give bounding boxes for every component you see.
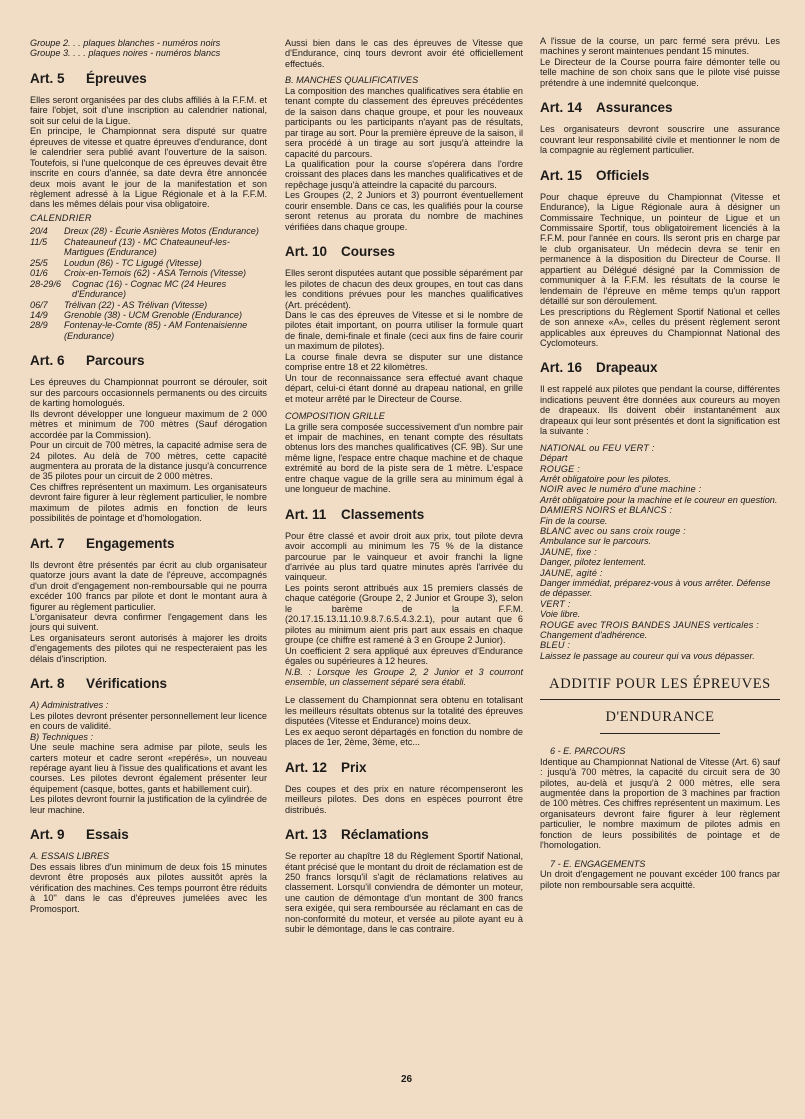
calendar-date: 28-29/6: [30, 278, 61, 289]
paragraph: Les prescriptions du Règlement Sportif National et celles de son annexe «A», celles du présent règlement seront applicables aux épreuves du Championnat National des Cyclomoteurs.: [540, 306, 780, 348]
flag-name: NOIR avec le numéro d'une machine :: [540, 484, 702, 495]
paragraph: Les points seront attribués aux 15 premiers classés de chaque catégorie (Groupe 2, 2 Junior et Groupe 3), selon le barème de la F.F.M. (20.17.15.13.11.10.9.8.7.6.5.4.3.2.1), pour autant que 6 pilotes au minimum aient pris part aux essais en chaque groupe (ce chiffre est ramené à 3 en Groupe 2 Junior).: [285, 582, 523, 646]
flag-name: BLEU :: [540, 640, 571, 651]
article-title: Réclamations: [341, 827, 429, 843]
article-title: Épreuves: [86, 70, 147, 86]
calendar-date: 25/5: [30, 257, 48, 268]
flag-name: VERT :: [540, 598, 571, 609]
addendum-item-heading: 6 - E. PARCOURS: [550, 746, 626, 757]
addendum-subtitle: D'ENDURANCE: [605, 709, 715, 726]
subheading: COMPOSITION GRILLE: [285, 411, 385, 422]
paragraph: Le Directeur de la Course pourra faire démonter telle ou telle machine de son choix sans que le pilote visé puisse prétendre à une indemnité quelconque.: [540, 56, 780, 88]
paragraph: Les pilotes devront fournir la justification de la cylindrée de leur machine.: [30, 794, 267, 815]
paragraph: Les épreuves du Championnat pourront se dérouler, soit sur des parcours occasionnels permanents ou des circuits de karting homologués.: [30, 377, 267, 409]
paragraph: A l'issue de la course, un parc fermé sera prévu. Les machines y seront maintenues pendant 15 minutes.: [540, 36, 780, 57]
flag-meaning: Danger, pilotez lentement.: [540, 557, 647, 568]
flag-name: ROUGE avec TROIS BANDES JAUNES verticales :: [540, 619, 760, 630]
subheading: A. ESSAIS LIBRES: [30, 851, 110, 862]
group-line: Groupe 2. . . plaques blanches - numéros noirs: [30, 38, 221, 48]
paragraph: Les ex aequo seront départagés en fonction du nombre de places de 1er, 2ème, 3ème, etc...: [285, 726, 523, 748]
article-title: Assurances: [596, 100, 673, 116]
flag-meaning: Départ: [540, 453, 568, 464]
paragraph: La course finale devra se disputer sur une distance comprise entre 18 et 22 kilomètres.: [285, 351, 523, 373]
article-number: Art. 8: [30, 676, 65, 692]
calendar-event: Chateauneuf (13) - MC Chateauneuf-les-Martigues (Endurance): [64, 236, 230, 258]
flag-meaning: Arrêt obligatoire pour la machine et le coureur en question.: [540, 494, 778, 505]
calendar-entry: [30, 320, 267, 341]
paragraph: Une seule machine sera admise par pilote, seuls les carters moteur et cadre seront «repérés», un nouveau repérage ayant lieu à l'issue des qualifications et avant les courses. Les pilotes devront également présenter leur équipement (casque, bottes, gants et habillement cuir).: [30, 742, 267, 794]
paragraph: Un tour de reconnaissance sera effectué avant chaque départ, celui-ci étant donné au drapeau national, en grille et moteur arrêté par le Directeur de Course.: [285, 372, 523, 404]
calendar-date: 11/5: [30, 236, 48, 247]
column-2: [285, 38, 523, 935]
article-14-heading: [540, 100, 780, 116]
article-15-heading: [540, 168, 780, 184]
column-1: [30, 38, 267, 914]
flag-meaning: Ambulance sur le parcours.: [540, 536, 652, 547]
group-list: [30, 38, 267, 59]
flag-meaning: Arrêt obligatoire pour les pilotes.: [540, 473, 671, 484]
paragraph: Un droit d'engagement ne pouvant excéder 100 francs par pilote non remboursable sera acquitté.: [540, 869, 780, 890]
flag-meaning: Laissez le passage au coureur qui va vous dépasser.: [540, 650, 755, 661]
article-13-heading: [285, 827, 523, 843]
calendar-event: Cognac (16) - Cognac MC (24 Heures d'Endurance): [72, 278, 227, 300]
flag-meaning: Changement d'adhérence.: [540, 630, 648, 640]
paragraph: Les organisateurs devront souscrire une assurance couvrant leur responsabilité civile et mentionner le nom de la compagnie au règlement particulier.: [540, 124, 780, 156]
article-10-heading: [285, 244, 523, 260]
article-title: Drapeaux: [596, 360, 658, 376]
calendar-entry: [30, 300, 267, 310]
paragraph: En principe, le Championnat sera disputé sur quatre épreuves de vitesse et quatre épreuves d'endurance, dont le calendrier sera publié avant l'ouverture de la saison. Toutefois, si l'une quelconque de ces épreuves devait être inscrite en cours d'année, sa date devra être annoncée deux mois avant le jour de la manifestation et son règlement adressé à la Ligue Régionale et à la F.F.M. dans les mêmes délais pour visa obligatoire.: [30, 126, 267, 210]
article-number: Art. 14: [540, 100, 583, 116]
article-number: Art. 11: [285, 506, 327, 522]
calendar-entry: [30, 258, 267, 268]
calendar-date: 01/6: [30, 268, 48, 279]
flag-meaning: Danger immédiat, préparez-vous à vous arrêter. Défense de dépasser.: [540, 577, 771, 599]
article-title: Parcours: [86, 353, 145, 369]
paragraph: Un coefficient 2 sera appliqué aux épreuves d'Endurance égales ou supérieures à 12 heures.: [285, 645, 523, 667]
subheading: A) Administratives :: [30, 700, 109, 711]
article-9-heading: [30, 827, 267, 843]
article-title: Classements: [341, 506, 425, 522]
paragraph: Des coupes et des prix en nature récompenseront les meilleurs pilotes. Des dons en espèces pourront être distribués.: [285, 783, 523, 815]
flag-meaning: Voie libre.: [540, 609, 581, 620]
paragraph: Pour un circuit de 700 mètres, la capacité admise sera de 24 pilotes. Au delà de 700 mètres, cette capacité augmentera au prorata de la distance jusqu'à concurrence de 35 pilotes pour un circuit de 2 000 mètres.: [30, 440, 267, 482]
calendar-entry: [30, 237, 267, 258]
article-title: Prix: [341, 759, 367, 775]
flag-name: JAUNE, fixe :: [540, 546, 597, 557]
paragraph: Identique au Championnat National de Vitesse (Art. 6) sauf : jusqu'à 700 mètres, la capacité du circuit sera de 30 pilotes, au-delà et jusqu'à 2 000 mètres, elle sera augmentée dans la proportion de 3 machines par fraction de 100 mètres. Ces chiffres représentent un maximum. Les organisateurs devront faire figurer à leur règlement particulier, le nombre maximum de pilotes admis en fonction de leurs possibilités de pointage et de l'homologation.: [540, 756, 780, 851]
calendar-entry: [30, 268, 267, 278]
article-number: Art. 7: [30, 535, 65, 551]
paragraph: Les organisateurs seront autorisés à majorer les droits d'engagements des pilotes qui ne respecteraient pas les délais d'inscription.: [30, 632, 267, 664]
subheading: B. MANCHES QUALIFICATIVES: [285, 75, 419, 86]
calendar-date: 28/9: [30, 320, 48, 331]
calendar-list: [30, 226, 267, 341]
paragraph: Se reporter au chapître 18 du Règlement Sportif National, étant précisé que le montant du droit de réclamation est de 250 francs lorsqu'il s'agit de réclamations relatives au classement. Lorsqu'il conviendra de démonter un moteur, une caution de démontage d'un montant de 300 francs sera exigée, qui sera remboursée au réclamant en cas de non-conformité du moteur, et versée au pilote ayant eu à subir le démontage, dans le cas contraire.: [285, 851, 523, 935]
article-title: Officiels: [596, 167, 650, 183]
paragraph: La qualification pour la course s'opérera dans l'ordre croissant des places dans les manches qualificatives et de repêchage jusqu'à atteindre la capacité du parcours.: [285, 158, 523, 190]
calendar-entry: [30, 279, 267, 300]
paragraph: Il est rappelé aux pilotes que pendant la course, différentes indications peuvent être données aux coureurs au moyen de drapeaux. Ils doivent obéir instantanément aux drapeaux qui leur sont présentés et dont la signification est la suivante :: [540, 384, 780, 437]
paragraph: Le classement du Championnat sera obtenu en totalisant les meilleurs résultats obtenus sur la totalité des épreuves disputées (Vitesse et Endurance) moins deux.: [285, 695, 523, 727]
paragraph: Elles seront organisées par des clubs affiliés à la F.F.M. et faire l'objet, soit d'une inscription au calendrier national, soit sur celui de la Ligue.: [30, 94, 267, 126]
paragraph: Dans le cas des épreuves de Vitesse et si le nombre de pilotes était important, on pourra utiliser la formule quart de finale, demi-finale et finale (ceci aux fins de faire courir un maximum de pilotes).: [285, 309, 523, 352]
paragraph: Les Groupes (2, 2 Juniors et 3) pourront éventuellement courir ensemble. Dans ce cas, les qualifiés pour la course seront retenus au prorata du nombre de machines vérifiées dans chaque groupe.: [285, 190, 523, 232]
addendum-rule: [600, 733, 720, 734]
flag-name: BLANC avec ou sans croix rouge :: [540, 525, 686, 536]
article-title: Engagements: [86, 535, 175, 551]
article-8-heading: [30, 676, 267, 692]
addendum-header: [540, 675, 780, 734]
article-12-heading: [285, 760, 523, 776]
flag-name: JAUNE, agité :: [540, 567, 603, 578]
calendar-date: 06/7: [30, 299, 48, 310]
calendar-event: Dreux (28) - Écurie Asnières Motos (Endurance): [64, 226, 259, 237]
flag-list: [540, 443, 780, 662]
paragraph: Pour chaque épreuve du Championnat (Vitesse et Endurance), la Ligue Régionale aura à désigner un Commissaire Technique, un pointeur de Ligue et un Commissaire Sportif, tous obligatoirement licenciés à la F.F.M. pour l'année en cours. Ils seront pris en charge par le club organisateur. Un médecin devra se tenir en permanence à la disposition du Directeur de Course. Il appartient au Délégué désigné par la Commission de communiquer à la F.F.M. les résultats de la course le lendemain de l'épreuve en même temps qu'un rapport détaillé sur son déroulement.: [540, 191, 780, 307]
article-number: Art. 13: [285, 827, 328, 843]
calendar-event: Trélivan (22) - AS Trélivan (Vitesse): [64, 299, 208, 310]
article-16-heading: [540, 360, 780, 376]
subheading: B) Techniques :: [30, 731, 94, 742]
article-number: Art. 12: [285, 759, 328, 775]
calendar-entry: [30, 310, 267, 320]
article-title: Courses: [341, 244, 396, 260]
calendar-event: Croix-en-Ternois (62) - ASA Ternois (Vitesse): [64, 268, 247, 279]
column-3: [540, 36, 780, 890]
calendar-date: 20/4: [30, 226, 48, 237]
paragraph: La composition des manches qualificatives sera établie en tenant compte du classement des épreuves précédentes de la saison dans chaque groupe, et pour les nouveaux participants ou les participants n'ayant pas de résultats, par tirage au sort. Pour la première épreuve de la saison, il sera procédé à un tirage au sort jusqu'à atteindre la capacité du parcours.: [285, 85, 523, 159]
paragraph: Ils devront développer une longueur maximum de 2 000 mètres et minimum de 700 mètres (Sauf dérogation accordée par la Commission).: [30, 408, 267, 440]
article-number: Art. 9: [30, 827, 65, 843]
article-6-heading: [30, 353, 267, 369]
calendar-event: Grenoble (38) - UCM Grenoble (Endurance): [64, 310, 243, 321]
article-number: Art. 10: [285, 244, 328, 260]
paragraph: Aussi bien dans le cas des épreuves de Vitesse que d'Endurance, cinq tours devront avoir été officiellement effectués.: [285, 38, 523, 69]
article-number: Art. 6: [30, 353, 65, 369]
article-number: Art. 16: [540, 360, 583, 376]
paragraph: Elles seront disputées autant que possible séparément par les pilotes de chacun des deux groupes, en tout cas dans les conditions prévues pour les manches qualificatives (Art. précédent).: [285, 268, 523, 310]
article-5-heading: [30, 71, 267, 87]
calendar-event: Fontenay-le-Comte (85) - AM Fontenaisienne (Endurance): [64, 320, 248, 341]
paragraph: La grille sera composée successivement d'un nombre pair et impair de machines, en tenant compte des résultats obtenus lors des manches qualificatives (CF. 9B). Sur une même ligne, l'espace entre chaque machine et de chaque extrémité au bord de la piste sera de 1 mètre. L'espace entre chaque vague de la grille sera au minimum égal à une longueur de machine.: [285, 421, 523, 495]
article-11-heading: [285, 507, 523, 523]
paragraph: Ils devront être présentés par écrit au club organisateur quatorze jours avant la date de l'épreuve, accompagnés d'un droit d'engagement non-remboursable qui ne pourra excéder 100 francs par pilote et dont le montant aura à figurer au règlement particulier.: [30, 559, 267, 612]
calendar-entry: [30, 226, 267, 236]
article-title: Vérifications: [86, 676, 168, 692]
paragraph: Ces chiffres représentent un maximum. Les organisateurs devront faire figurer à leur règlement particulier, le nombre maximum de pilotes admis en fonction de leurs possibilités de pointage et d'homologation.: [30, 481, 267, 524]
calendar-date: 14/9: [30, 310, 48, 321]
calendar-event: Loudun (86) - TC Ligugé (Vitesse): [64, 257, 202, 268]
paragraph: Des essais libres d'un minimum de deux fois 15 minutes devront être proposés aux pilotes aussitôt après la vérification des machines. Ces temps pourront être réduits à 10'' dans le cas d'épreuves jumelées avec les Promosport.: [30, 861, 267, 914]
article-number: Art. 5: [30, 70, 65, 86]
flag-name: DAMIERS NOIRS et BLANCS :: [540, 505, 673, 516]
article-number: Art. 15: [540, 167, 583, 183]
addendum-title: ADDITIF POUR LES ÉPREUVES: [549, 676, 771, 693]
group-line: Groupe 3. . . . plaques noires - numéros blancs: [30, 48, 221, 59]
paragraph: L'organisateur devra confirmer l'engagement dans les jours qui suivent.: [30, 611, 267, 633]
article-7-heading: [30, 536, 267, 552]
note: N.B. : Lorsque les Groupe 2, 2 Junior et 3 courront ensemble, un classement séparé sera établi.: [285, 666, 523, 688]
calendar-heading: CALENDRIER: [30, 212, 92, 223]
flag-name: ROUGE :: [540, 463, 580, 474]
paragraph: Pour être classé et avoir droit aux prix, tout pilote devra avoir accompli au minimum les 75 % de la distance parcourue par le vainqueur et avoir franchi la ligne d'arrivée au plus tard quatre minutes après l'arrivée du vainqueur.: [285, 530, 523, 583]
addendum-item-heading: 7 - E. ENGAGEMENTS: [550, 858, 646, 869]
article-title: Essais: [86, 827, 129, 843]
page-number: 26: [401, 1074, 413, 1085]
flag-name: NATIONAL ou FEU VERT :: [540, 442, 655, 453]
flag-meaning: Fin de la course.: [540, 515, 608, 526]
paragraph: Les pilotes devront présenter personnellement leur licence en cours de validité.: [30, 710, 267, 732]
